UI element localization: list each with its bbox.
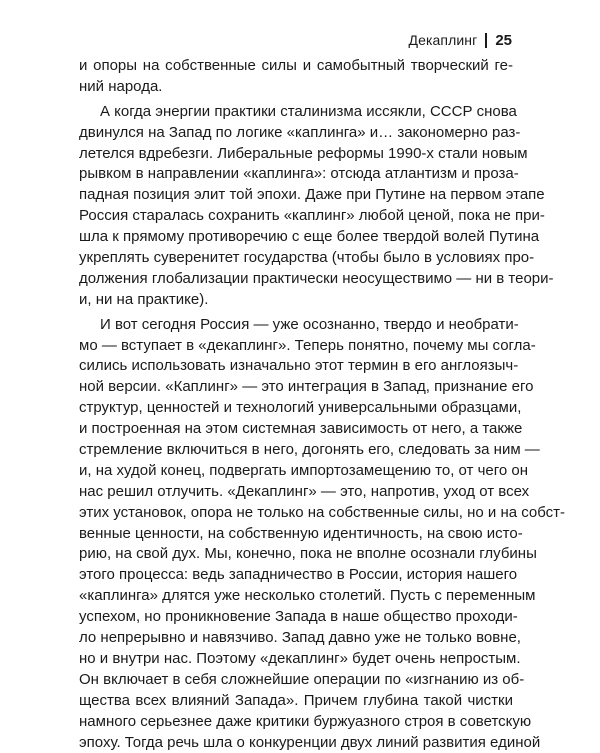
- text-line: Россия старалась сохранить «каплинг» любой ценой, пока не при-: [79, 206, 513, 227]
- text-line: и, на худой конец, подвергать импортозамещению то, от чего он: [79, 461, 513, 482]
- text-line: двинулся на Запад по логике «каплинга» и… закономерно раз-: [79, 123, 513, 144]
- header-separator: [485, 33, 487, 48]
- text-line: «каплинга» длятся уже несколько столетий. Пусть с переменным: [79, 586, 513, 607]
- text-line: стремление включиться в него, догонять его, следовать за ним —: [79, 440, 513, 461]
- text-line: структур, ценностей и технологий универсальными образцами,: [79, 398, 513, 419]
- text-line: Он включает в себя сложнейшие операции по «изгнанию из об-: [79, 670, 513, 691]
- text-line: ло непрерывно и навязчиво. Запад давно уже не только вовне,: [79, 628, 513, 649]
- body-text: [79, 56, 513, 753]
- running-header: [409, 27, 512, 53]
- text-line: ний народа.: [79, 77, 513, 98]
- chapter-title: Декаплинг: [409, 32, 478, 48]
- text-line: рывком в направлении «каплинга»: отсюда атлантизм и проза-: [79, 164, 513, 185]
- text-line: и опоры на собственные силы и самобытный творческий ге-: [79, 56, 513, 77]
- text-line: летелся вдребезги. Либеральные реформы 1990-х стали новым: [79, 144, 513, 165]
- text-line: нас решил отлучить. «Декаплинг» — это, напротив, уход от всех: [79, 482, 513, 503]
- text-line: этих установок, опора не только на собственные силы, но и на собст-: [79, 503, 513, 524]
- text-line: должения глобализации практически неосуществимо — ни в теори-: [79, 269, 513, 290]
- text-line: успехом, но проникновение Запада в наше общество проходи-: [79, 607, 513, 628]
- text-line: эпоху. Тогда речь шла о конкуренции двух линий развития единой: [79, 733, 513, 753]
- text-line: этого процесса: ведь западничество в России, история нашего: [79, 565, 513, 586]
- text-line: шла к прямому противоречию с еще более твердой волей Путина: [79, 227, 513, 248]
- text-line: и, ни на практике).: [79, 290, 513, 311]
- page-number: 25: [495, 32, 512, 49]
- text-line: щества всех влияний Запада». Причем глубина такой чистки: [79, 691, 513, 712]
- text-line: мо — вступает в «декаплинг». Теперь понятно, почему мы согла-: [79, 336, 513, 357]
- text-line: ной версии. «Каплинг» — это интеграция в Запад, признание его: [79, 377, 513, 398]
- text-line: А когда энергии практики сталинизма иссякли, СССР снова: [79, 102, 513, 123]
- text-line: намного серьезнее даже критики буржуазного строя в советскую: [79, 712, 513, 733]
- text-line: сились использовать изначально этот термин в его англоязыч-: [79, 356, 513, 377]
- text-line: И вот сегодня Россия — уже осознанно, твердо и необрати-: [79, 315, 513, 336]
- text-line: укреплять суверенитет государства (чтобы было в условиях про-: [79, 248, 513, 269]
- text-line: но и внутри нас. Поэтому «декаплинг» будет очень непростым.: [79, 649, 513, 670]
- text-line: рию, на свой дух. Мы, конечно, пока не вполне осознали глубины: [79, 544, 513, 565]
- text-line: и построенная на этом системная зависимость от него, а также: [79, 419, 513, 440]
- text-line: венные ценности, на собственную идентичность, на свою исто-: [79, 524, 513, 545]
- text-line: падная позиция элит той эпохи. Даже при Путине на первом этапе: [79, 185, 513, 206]
